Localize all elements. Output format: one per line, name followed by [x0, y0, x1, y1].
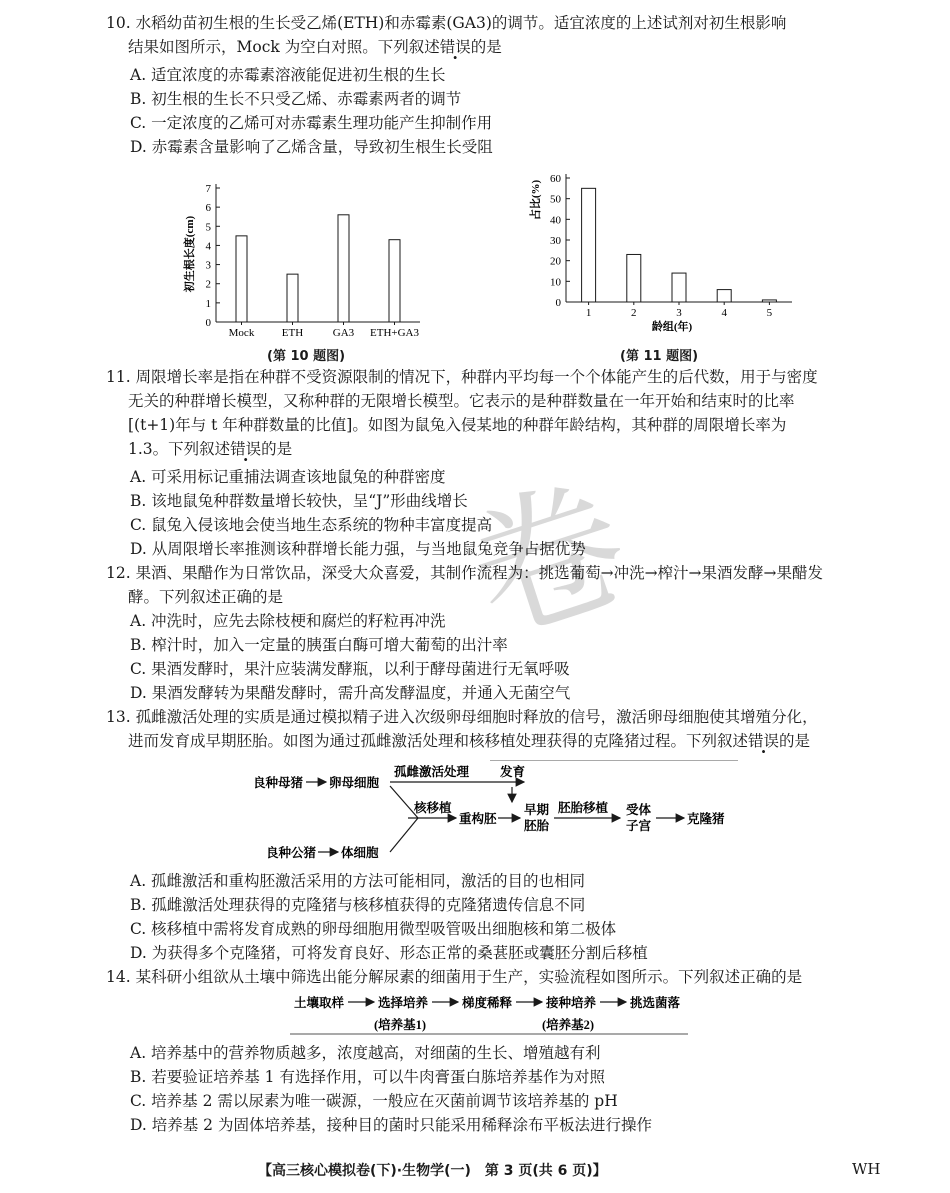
diagram-reconstructed-embryo: 重构胚 — [459, 812, 497, 826]
y-tick-label: 7 — [205, 183, 211, 195]
q11-emphasis: 错误 — [230, 440, 262, 458]
y-tick-label: 50 — [550, 193, 561, 206]
q13-stem-pre: 进而发育成早期胚胎。如图为通过孤雌激活处理和核移植处理获得的克隆猪过程。下列叙述 — [128, 732, 749, 750]
q10-option-a: A. 适宜浓度的赤霉素溶液能促进初生根的生长 — [130, 66, 446, 84]
diagram-early-2: 胚胎 — [524, 819, 550, 833]
q10-stem-pre: 结果如图所示，Mock 为空白对照。下列叙述 — [128, 38, 440, 56]
q14-stem-line1: 14. 某科研小组欲从土壤中筛选出能分解尿素的细菌用于生产，实验流程如图所示。下列叙述正确的是 — [106, 968, 803, 986]
flow-step-5: 挑选菌落 — [630, 996, 681, 1010]
q13-stem-line2 — [128, 730, 810, 752]
flow-step-4: 接种培养 — [546, 996, 597, 1010]
flow-step-3: 梯度稀释 — [462, 996, 513, 1010]
y-tick-label: 40 — [550, 214, 561, 227]
y-tick-label: 1 — [205, 297, 211, 310]
x-tick-label: ETH — [281, 327, 304, 339]
q11-stem-line3: [(t+1)年与 t 年种群数量的比值]。如图为鼠兔入侵某地的种群年龄结构，其种群的周限增长率为 — [128, 416, 787, 434]
x-tick-label: 1 — [585, 307, 592, 319]
q11-chart-ylabel: 占比(%) — [530, 179, 542, 221]
watermark: 卷 — [451, 455, 648, 668]
x-tick-label: 2 — [631, 307, 637, 319]
q14-option-c: C. 培养基 2 需以尿素为唯一碳源，一般应在灭菌前调节该培养基的 pH — [130, 1092, 618, 1110]
q10-stem-line1: 10. 水稻幼苗初生根的生长受乙烯(ETH)和赤霉素(GA3)的调节。适宜浓度的上述试剂对初生根影响 — [106, 14, 787, 32]
bar — [762, 300, 776, 302]
q10-option-b: B. 初生根的生长不只受乙烯、赤霉素两者的调节 — [130, 90, 462, 108]
q11-stem-post: 的是 — [261, 440, 293, 458]
q13-stem-line1: 13. 孤雌激活处理的实质是通过模拟精子进入次级卵母细胞时释放的信号，激活卵母细胞使其增殖分化， — [106, 708, 818, 726]
flow-medium-1: (培养基1) — [374, 1018, 427, 1032]
bar — [338, 215, 349, 322]
diagram-embryo-transfer: 胚胎移植 — [558, 801, 609, 815]
q11-option-d: D. 从周限增长率推测该种群增长能力强，与当地鼠兔竞争占据优势 — [130, 540, 586, 558]
flow-medium-2: (培养基2) — [542, 1018, 595, 1032]
y-tick-label: 0 — [555, 297, 561, 309]
q13-stem-post: 的是 — [779, 732, 811, 750]
q11-chart — [522, 160, 794, 335]
x-tick-label: 3 — [676, 307, 682, 319]
y-tick-label: 60 — [550, 173, 561, 185]
q10-stem-post: 的是 — [470, 38, 502, 56]
bar — [582, 188, 596, 302]
q11-stem-line2: 无关的种群增长模型，又称种群的无限增长模型。它表示的是种群数量在一年开始和结束时的比率 — [128, 392, 795, 410]
y-tick-label: 20 — [550, 255, 561, 268]
q14-option-a: A. 培养基中的营养物质越多，浓度越高，对细菌的生长、增殖越有利 — [130, 1044, 601, 1062]
footer-code: WH — [852, 1160, 881, 1178]
diagram-nuclear-transfer: 核移植 — [414, 801, 452, 815]
diagram-early-1: 早期 — [524, 803, 550, 817]
bar — [672, 273, 686, 302]
q12-option-b: B. 榨汁时，加入一定量的胰蛋白酶可增大葡萄的出汁率 — [130, 636, 508, 654]
q13-option-c: C. 核移植中需将发育成熟的卵母细胞用微型吸管吸出细胞核和第二极体 — [130, 920, 617, 938]
y-tick-label: 30 — [550, 235, 561, 247]
page-footer: 【高三核心模拟卷(下)·生物学(一) 第 3 页(共 6 页)】 — [258, 1163, 607, 1179]
x-tick-label: 4 — [721, 307, 727, 319]
q10-option-d: D. 赤霉素含量影响了乙烯含量，导致初生根生长受阻 — [130, 138, 493, 156]
x-tick-label: GA3 — [332, 327, 355, 339]
q11-caption: (第 11 题图) — [620, 349, 699, 364]
q13-option-a: A. 孤雌激活和重构胚激活采用的方法可能相同，激活的目的也相同 — [130, 872, 586, 890]
diagram-recipient-1: 受体 — [626, 803, 652, 817]
q11-option-c: C. 鼠兔入侵该地会使当地生态系统的物种丰富度提高 — [130, 516, 493, 534]
bar — [236, 236, 247, 322]
screening-flowchart — [290, 992, 690, 1036]
flow-step-1: 土壤取样 — [294, 996, 345, 1010]
q13-option-d: D. 为获得多个克隆猪，可将发育良好、形态正常的桑葚胚或囊胚分割后移植 — [130, 944, 648, 962]
q12-option-d: D. 果酒发酵转为果醋发酵时，需升高发酵温度，并通入无菌空气 — [130, 684, 571, 702]
q12-stem-line1: 12. 果酒、果醋作为日常饮品，深受大众喜爱，其制作流程为：挑选葡萄→冲洗→榨汁→果酒发酵→果醋发 — [106, 564, 824, 582]
diagram-clone-pig: 克隆猪 — [687, 812, 725, 826]
bar — [717, 290, 731, 302]
q14-option-b: B. 若要验证培养基 1 有选择作用，可以牛肉膏蛋白胨培养基作为对照 — [130, 1068, 605, 1086]
q10-emphasis: 错误 — [439, 38, 471, 56]
q11-stem-pre: 1.3。下列叙述 — [128, 440, 231, 458]
diagram-sow: 良种母猪 — [253, 776, 304, 790]
q11-option-b: B. 该地鼠兔种群数量增长较快，呈“J”形曲线增长 — [130, 492, 468, 510]
q10-chart-ylabel: 初生根长度(cm) — [184, 215, 196, 293]
diagram-somatic-cell: 体细胞 — [341, 846, 379, 860]
cloning-diagram — [248, 760, 738, 868]
q10-option-c: C. 一定浓度的乙烯可对赤霉素生理功能产生抑制作用 — [130, 114, 493, 132]
q12-option-c: C. 果酒发酵时，果汁应装满发酵瓶，以利于酵母菌进行无氧呼吸 — [130, 660, 570, 678]
q11-chart-xlabel: 龄组(年) — [651, 321, 693, 333]
q11-stem-line1: 11. 周限增长率是指在种群不受资源限制的情况下，种群内平均每一个个体能产生的后代数，用于与密度 — [106, 368, 818, 386]
q11-option-a: A. 可采用标记重捕法调查该地鼠兔的种群密度 — [130, 468, 446, 486]
q10-caption: (第 10 题图) — [267, 349, 346, 364]
diagram-oocyte: 卵母细胞 — [329, 776, 380, 790]
y-tick-label: 4 — [205, 240, 211, 253]
y-tick-label: 6 — [205, 202, 211, 215]
q12-option-a: A. 冲洗时，应先去除枝梗和腐烂的籽粒再冲洗 — [130, 612, 446, 630]
flow-step-2: 选择培养 — [378, 996, 429, 1010]
y-tick-label: 5 — [205, 221, 211, 234]
bar — [389, 240, 400, 322]
x-tick-label: Mock — [228, 327, 255, 339]
y-tick-label: 2 — [205, 278, 211, 291]
q14-option-d: D. 培养基 2 为固体培养基，接种目的菌时只能采用稀释涂布平板法进行操作 — [130, 1116, 652, 1134]
q13-option-b: B. 孤雌激活处理获得的克隆猪与核移植获得的克隆猪遗传信息不同 — [130, 896, 586, 914]
diagram-boar: 良种公猪 — [266, 846, 317, 860]
q12-stem-line2: 酵。下列叙述正确的是 — [128, 588, 284, 606]
bar — [627, 254, 641, 302]
diagram-develop: 发育 — [500, 765, 526, 779]
x-tick-label: 5 — [766, 307, 773, 319]
q10-stem-line2 — [128, 36, 502, 58]
bar — [287, 274, 298, 322]
diagram-recipient-2: 子宫 — [626, 819, 652, 833]
q13-emphasis: 错误 — [748, 732, 780, 750]
y-tick-label: 10 — [550, 276, 561, 289]
y-tick-label: 0 — [205, 317, 211, 329]
x-tick-label: ETH+GA3 — [370, 327, 419, 339]
q11-stem-line4 — [128, 438, 292, 460]
y-tick-label: 3 — [205, 259, 211, 272]
diagram-activation: 孤雌激活处理 — [394, 765, 470, 779]
q10-chart — [180, 172, 425, 342]
